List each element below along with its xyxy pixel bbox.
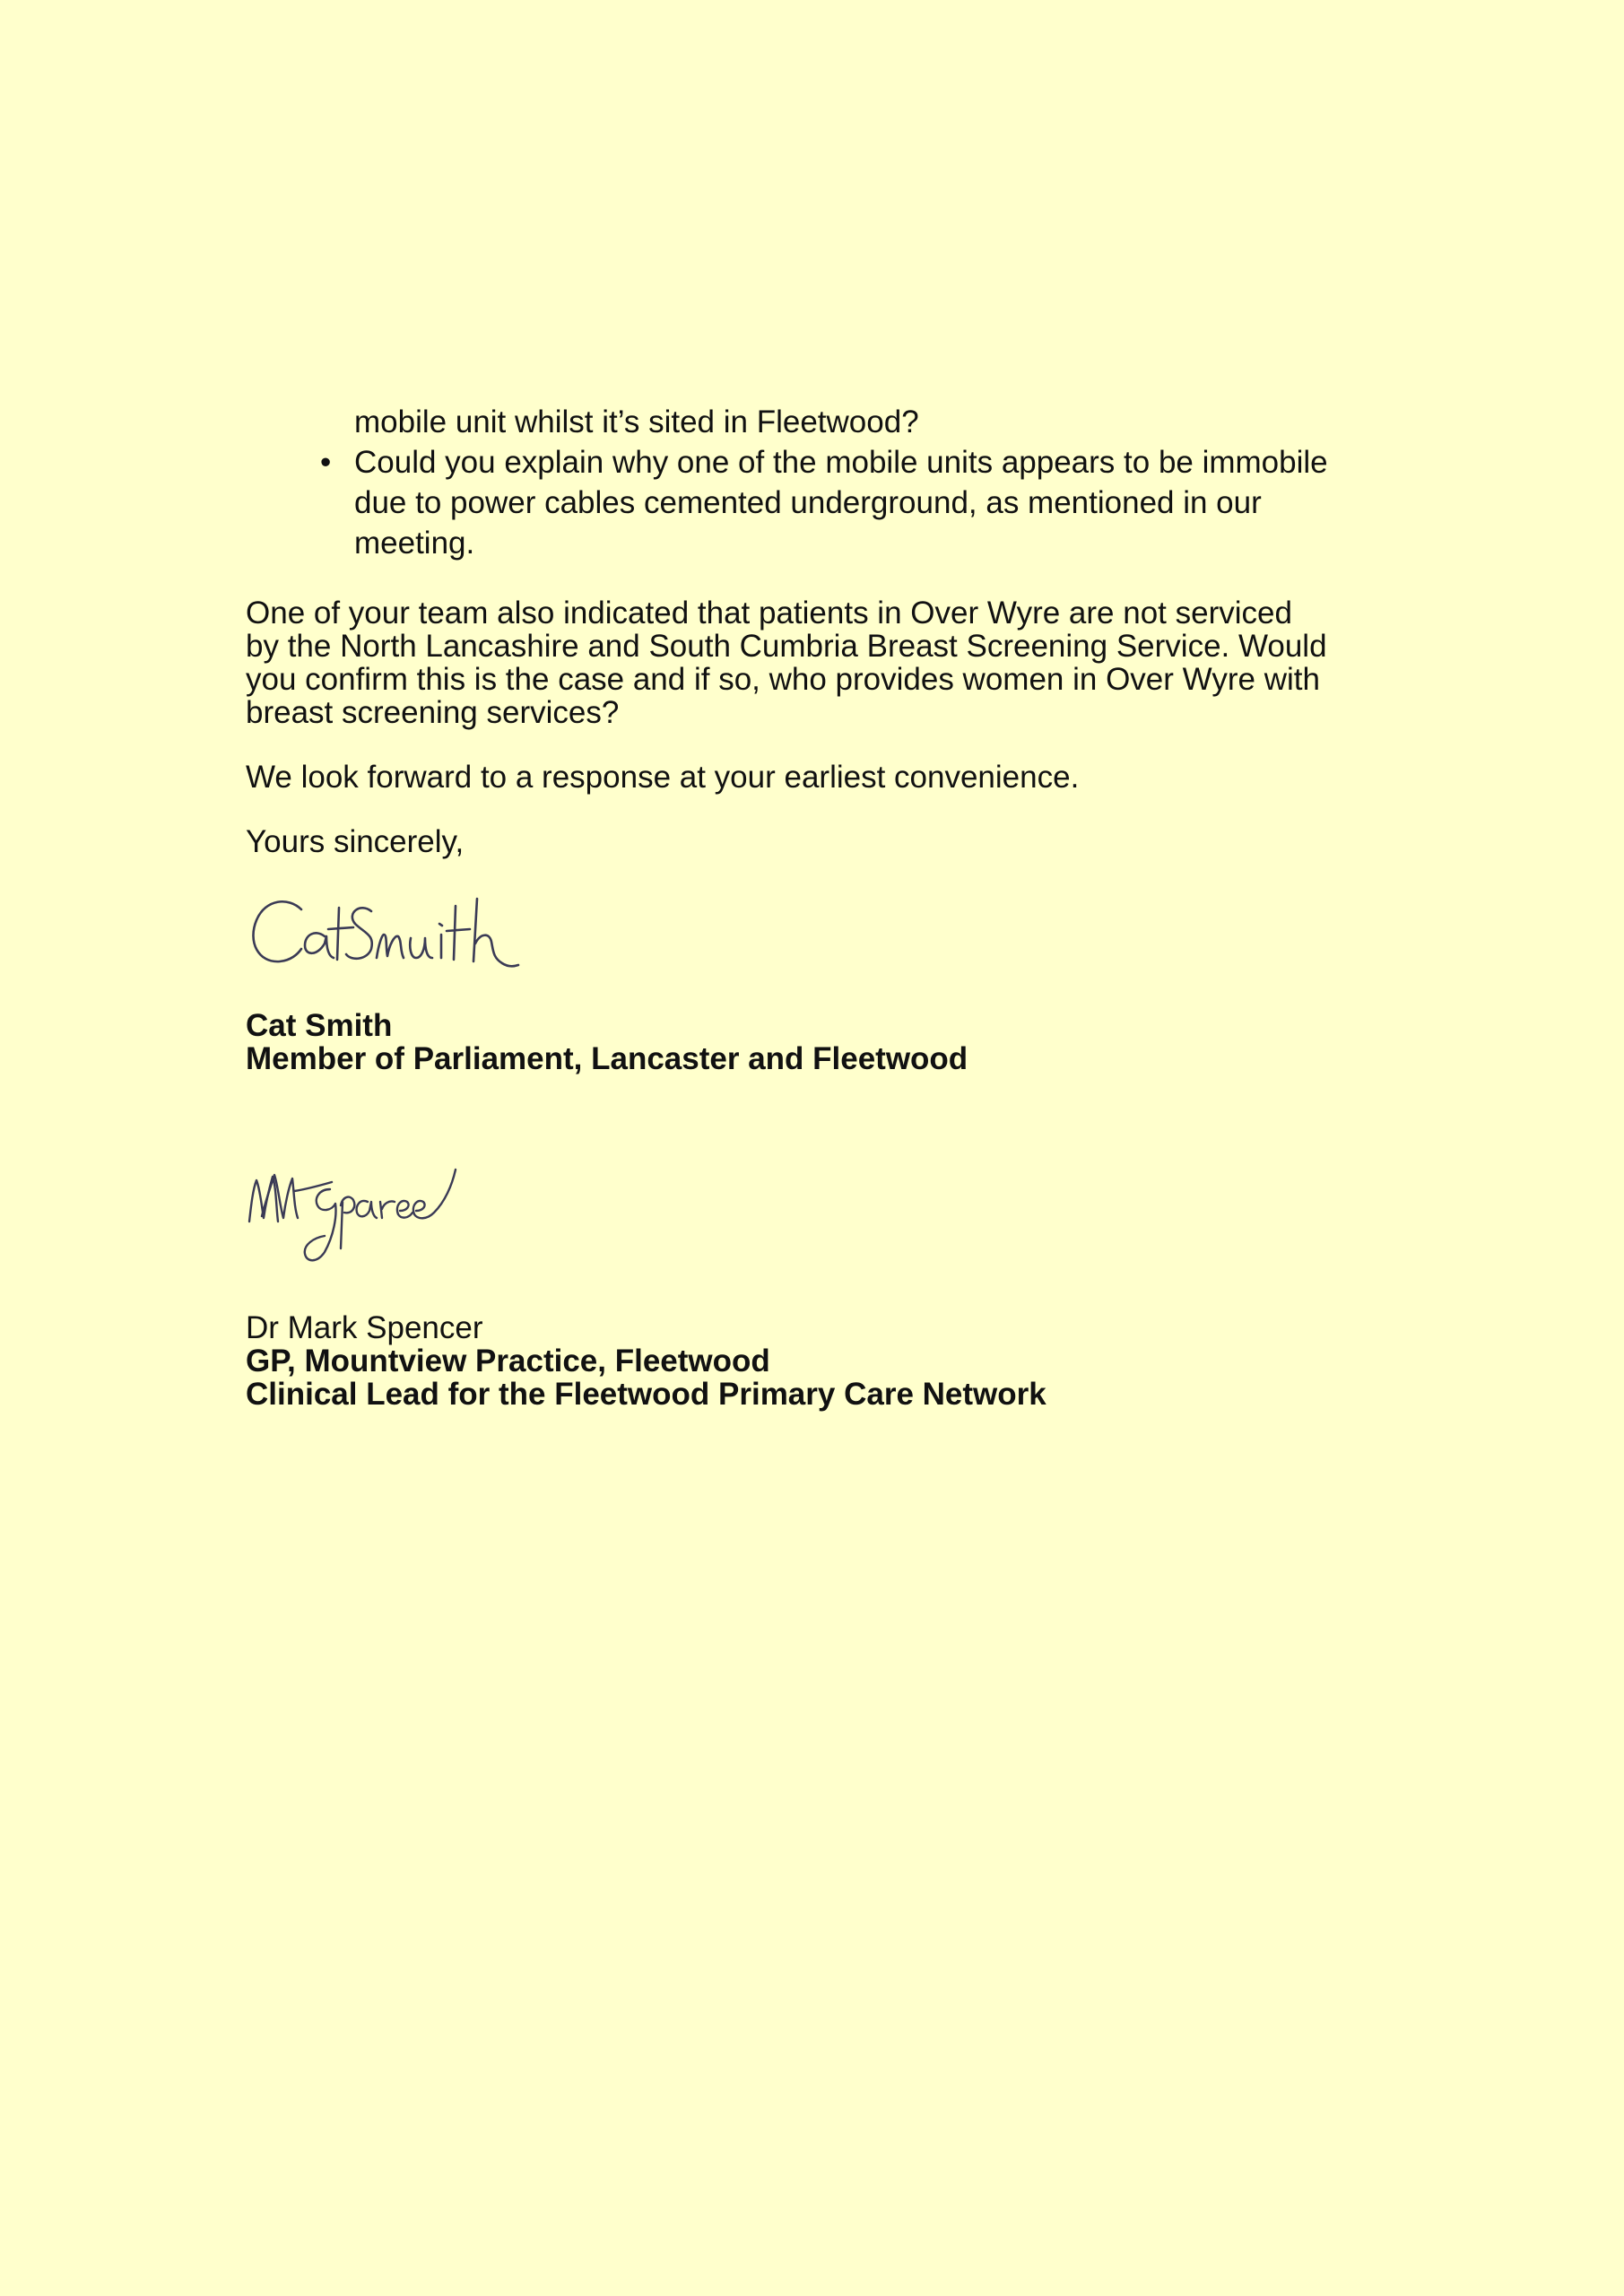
signatory-role-clinical-lead: Clinical Lead for the Fleetwood Primary Care Network	[246, 1377, 1046, 1412]
valediction: Yours sincerely,	[246, 824, 465, 859]
paragraph-line: by the North Lancashire and South Cumbria Breast Screening Service. Would	[246, 629, 1327, 664]
signatory-role-gp: GP, Mountview Practice, Fleetwood	[246, 1344, 770, 1378]
paragraph-over-wyre	[246, 596, 1411, 729]
signature-mark-spencer	[242, 1162, 466, 1279]
continued-bullet-line: mobile unit whilst it’s sited in Fleetwood?	[354, 404, 919, 439]
bullet-marker: •	[320, 445, 332, 480]
bullet-text-line: Could you explain why one of the mobile units appears to be immobile	[354, 445, 1328, 480]
paragraph-line: One of your team also indicated that patients in Over Wyre are not serviced	[246, 596, 1292, 631]
signatory-title-cat-smith: Member of Parliament, Lancaster and Fleetwood	[246, 1041, 968, 1076]
bullet-text-line: due to power cables cemented underground, as mentioned in our	[354, 485, 1262, 520]
bullet-item-mobile-unit	[320, 442, 1385, 563]
paragraph-line: breast screening services?	[246, 695, 620, 730]
signature-cat-smith	[246, 890, 524, 979]
bullet-list	[320, 402, 1385, 563]
signatory-name-mark-spencer: Dr Mark Spencer	[246, 1310, 483, 1345]
bullet-text-line: meeting.	[354, 526, 475, 561]
signatory-name-cat-smith: Cat Smith	[246, 1008, 393, 1043]
paragraph-closing: We look forward to a response at your earliest convenience.	[246, 760, 1080, 795]
paragraph-line: you confirm this is the case and if so, who provides women in Over Wyre with	[246, 662, 1320, 697]
